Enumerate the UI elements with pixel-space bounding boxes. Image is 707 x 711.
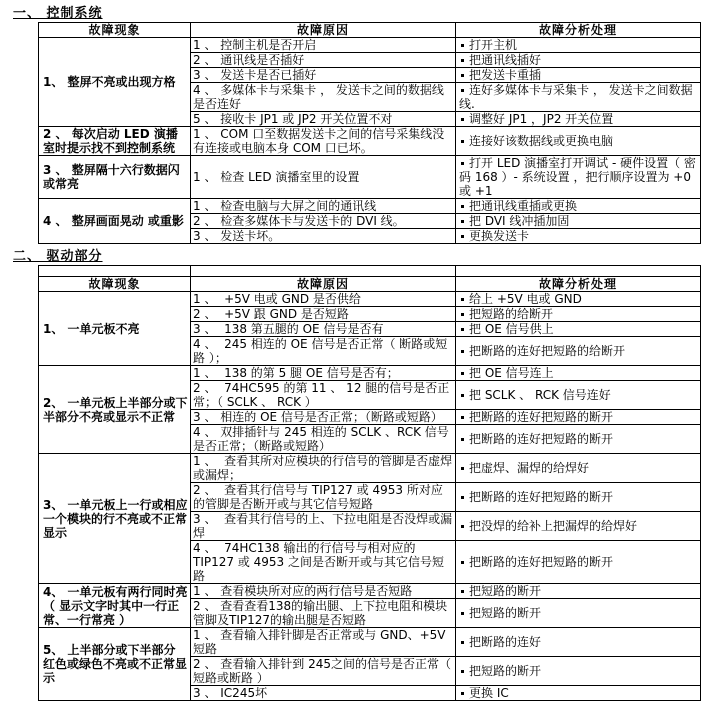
fix-text: 把虚焊、漏焊的给焊好	[469, 461, 590, 475]
fix-text: 打开主机	[469, 38, 518, 52]
cause-cell: 4 、 多媒体卡与采集卡 ， 发送卡之间的数据线是否连好	[191, 83, 456, 112]
blank-cell	[39, 266, 191, 277]
fix-text: 把 OE 信号供上	[469, 322, 554, 336]
table-row	[39, 292, 701, 307]
header-phenomenon: 故障现象	[39, 277, 191, 292]
fix-cell	[456, 410, 701, 425]
fix-cell	[456, 686, 701, 701]
fix-text: 连接好该数据线或更换电脑	[469, 134, 614, 148]
table-row	[39, 127, 701, 156]
blank-cell	[191, 266, 456, 277]
table-row	[39, 628, 701, 657]
fix-cell	[456, 425, 701, 454]
cause-cell: 3 、 查看其行信号的上、下拉电阻是否没焊或漏焊	[191, 512, 456, 541]
phenomenon-cell: 4、 一单元板有两行同时亮（ 显示文字时其中一行正常、一行常亮 ）	[39, 584, 191, 628]
fix-cell	[456, 337, 701, 366]
square-bullet-icon	[461, 205, 464, 208]
section-title: 二、 驱动部分	[13, 249, 103, 264]
fix-text: 打开 LED 演播室打开调试 - 硬件设置（ 密码 168 ）- 系统设置 ，把行顺序设置为 +0 或 +1	[459, 156, 696, 198]
cause-cell: 3 、 发送卡坏。	[191, 229, 456, 244]
square-bullet-icon	[461, 612, 464, 615]
fix-cell	[456, 483, 701, 512]
phenomenon-cell: 3、 一单元板上一行或相应一个模块的行不亮或不正常显示	[39, 454, 191, 584]
cause-cell: 1 、 138 的第 5 腿 OE 信号是否有；	[191, 366, 456, 381]
header-cause: 故障原因	[191, 277, 456, 292]
fix-text: 给上 +5V 电或 GND	[469, 292, 582, 306]
cause-cell: 1 、 +5V 电或 GND 是否供给	[191, 292, 456, 307]
cause-cell: 1 、 查看输入排针脚是否正常或与 GND、+5V短路	[191, 628, 456, 657]
fix-cell	[456, 541, 701, 584]
square-bullet-icon	[461, 438, 464, 441]
fix-cell	[456, 53, 701, 68]
fix-cell	[456, 156, 701, 199]
fix-cell	[456, 229, 701, 244]
cause-cell: 1 、 控制主机是否开启	[191, 38, 456, 53]
table-row	[39, 199, 701, 214]
square-bullet-icon	[461, 416, 464, 419]
square-bullet-icon	[461, 350, 464, 353]
table-row	[39, 156, 701, 199]
fix-cell	[456, 454, 701, 483]
fix-text: 把没焊的给补上把漏焊的给焊好	[469, 519, 638, 533]
header-row	[39, 23, 701, 38]
cause-cell: 4 、 双排插针与 245 相连的 SCLK 、RCK 信号是否正常；（断路或短路）	[191, 425, 456, 454]
control-system-table	[38, 22, 701, 244]
cause-cell: 2 、 查看输入排针到 245之间的信号是否正常（ 短路或断路 ）	[191, 657, 456, 686]
cause-cell: 3 、 发送卡是否已插好	[191, 68, 456, 83]
fix-cell	[456, 292, 701, 307]
square-bullet-icon	[461, 467, 464, 470]
fix-text: 把断路的连好把短路的断开	[469, 410, 614, 424]
square-bullet-icon	[461, 328, 464, 331]
fix-cell	[456, 381, 701, 410]
fix-cell	[456, 322, 701, 337]
cause-cell: 2 、 检查多媒体卡与发送卡的 DVI 线。	[191, 214, 456, 229]
fix-text: 把断路的连好把短路的断开	[469, 490, 614, 504]
square-bullet-icon	[461, 298, 464, 301]
fix-cell	[456, 127, 701, 156]
square-bullet-icon	[461, 74, 464, 77]
phenomenon-cell: 3 、 整屏隔十六行数据闪或常亮	[39, 156, 191, 199]
fix-cell	[456, 628, 701, 657]
blank-cell	[456, 266, 701, 277]
fix-text: 把断路的连好	[469, 635, 542, 649]
fix-text: 把短路的断开	[469, 664, 542, 678]
fix-text: 把短路的断开	[469, 584, 542, 598]
fix-text: 把 DVI 线冲插加固	[469, 214, 570, 228]
table-row	[39, 38, 701, 53]
cause-cell: 2 、 74HC595 的第 11 、 12 腿的信号是否正常；（ SCLK 、 RCK ）	[191, 381, 456, 410]
fix-text: 把通讯线插好	[469, 53, 542, 67]
fix-text: 更换发送卡	[469, 229, 530, 243]
fix-text: 把 OE 信号连上	[469, 366, 554, 380]
fix-cell	[456, 366, 701, 381]
square-bullet-icon	[461, 561, 464, 564]
section-title: 一、 控制系统	[13, 6, 103, 21]
drive-part-table	[38, 265, 701, 701]
phenomenon-cell: 4 、 整屏画面晃动 或重影	[39, 199, 191, 244]
cause-cell: 1 、 查看其所对应模块的行信号的管脚是否虚焊或漏焊；	[191, 454, 456, 483]
fix-cell	[456, 112, 701, 127]
cause-cell: 1 、 查看模块所对应的两行信号是否短路	[191, 584, 456, 599]
cause-cell: 2 、 查看查看138的输出腿、上下拉电阻和模块管脚及TIP127的输出腿是否短路	[191, 599, 456, 628]
square-bullet-icon	[461, 89, 464, 92]
square-bullet-icon	[461, 59, 464, 62]
header-cause: 故障原因	[191, 23, 456, 38]
cause-cell: 4 、 245 相连的 OE 信号是否正常（ 断路或短路 ）；	[191, 337, 456, 366]
cause-cell: 1 、 检查电脑与大屏之间的通讯线	[191, 199, 456, 214]
cause-cell: 3 、 相连的 OE 信号是否正常；（断路或短路）	[191, 410, 456, 425]
blank-row	[39, 266, 701, 277]
table-row	[39, 366, 701, 381]
fix-cell	[456, 214, 701, 229]
section-drive-part	[0, 245, 707, 701]
fix-cell	[456, 199, 701, 214]
fix-text: 把短路的给断开	[469, 307, 554, 321]
cause-cell: 4 、 74HC138 输出的行信号与相对应的 TIP127 或 4953 之间是否断开或与其它信号短路	[191, 541, 456, 584]
cause-cell: 2 、 查看其行信号与 TIP127 或 4953 所对应的管脚是否断开或与其它信号短路	[191, 483, 456, 512]
square-bullet-icon	[461, 162, 464, 165]
fix-cell	[456, 657, 701, 686]
fix-text: 把 SCLK 、 RCK 信号连好	[469, 388, 611, 402]
square-bullet-icon	[461, 394, 464, 397]
square-bullet-icon	[461, 670, 464, 673]
cause-cell: 2 、 通讯线是否插好	[191, 53, 456, 68]
square-bullet-icon	[461, 641, 464, 644]
square-bullet-icon	[461, 525, 464, 528]
cause-cell: 3 、 IC245坏	[191, 686, 456, 701]
fix-text: 连好多媒体卡与采集卡 ， 发送卡之间数据线.	[459, 83, 693, 111]
fix-text: 把通讯线重插或更换	[469, 199, 578, 213]
fix-cell	[456, 512, 701, 541]
fix-text: 把短路的断开	[469, 606, 542, 620]
header-analysis: 故障分析处理	[456, 277, 701, 292]
fix-cell	[456, 38, 701, 53]
cause-cell: 2 、 +5V 跟 GND 是否短路	[191, 307, 456, 322]
cause-cell: 3 、 138 第五腿的 OE 信号是否有	[191, 322, 456, 337]
square-bullet-icon	[461, 313, 464, 316]
square-bullet-icon	[461, 220, 464, 223]
section-control-system	[0, 2, 707, 244]
cause-cell: 1 、 COM 口至数据发送卡之间的信号采集线没有连接或电脑本身 COM 口已坏。	[191, 127, 456, 156]
fix-cell	[456, 83, 701, 112]
cause-cell: 5 、 接收卡 JP1 或 JP2 开关位置不对	[191, 112, 456, 127]
fix-text: 把发送卡重插	[469, 68, 542, 82]
fix-cell	[456, 68, 701, 83]
square-bullet-icon	[461, 496, 464, 499]
phenomenon-cell: 1、 一单元板不亮	[39, 292, 191, 366]
fix-cell	[456, 584, 701, 599]
fix-text: 调整好 JP1 ，JP2 开关位置	[469, 112, 614, 126]
fix-cell	[456, 599, 701, 628]
header-phenomenon: 故障现象	[39, 23, 191, 38]
table-row	[39, 584, 701, 599]
phenomenon-cell: 2、 一单元板上半部分或下半部分不亮或显示不正常	[39, 366, 191, 454]
fix-text: 把断路的连好把短路的给断开	[469, 344, 626, 358]
fix-text: 把断路的连好把短路的断开	[469, 432, 614, 446]
cause-cell: 1 、 检查 LED 演播室里的设置	[191, 156, 456, 199]
square-bullet-icon	[461, 235, 464, 238]
header-row	[39, 277, 701, 292]
square-bullet-icon	[461, 372, 464, 375]
square-bullet-icon	[461, 44, 464, 47]
phenomenon-cell: 5、 上半部分或下半部分 红色或绿色不亮或不正常显示	[39, 628, 191, 701]
square-bullet-icon	[461, 140, 464, 143]
square-bullet-icon	[461, 590, 464, 593]
fix-cell	[456, 307, 701, 322]
fix-text: 把断路的连好把短路的断开	[469, 555, 614, 569]
phenomenon-cell: 1、 整屏不亮或出现方格	[39, 38, 191, 127]
fix-text: 更换 IC	[469, 686, 509, 700]
table-row	[39, 454, 701, 483]
phenomenon-cell: 2 、 每次启动 LED 演播室时提示找不到控制系统	[39, 127, 191, 156]
square-bullet-icon	[461, 118, 464, 121]
square-bullet-icon	[461, 692, 464, 695]
header-analysis: 故障分析处理	[456, 23, 701, 38]
